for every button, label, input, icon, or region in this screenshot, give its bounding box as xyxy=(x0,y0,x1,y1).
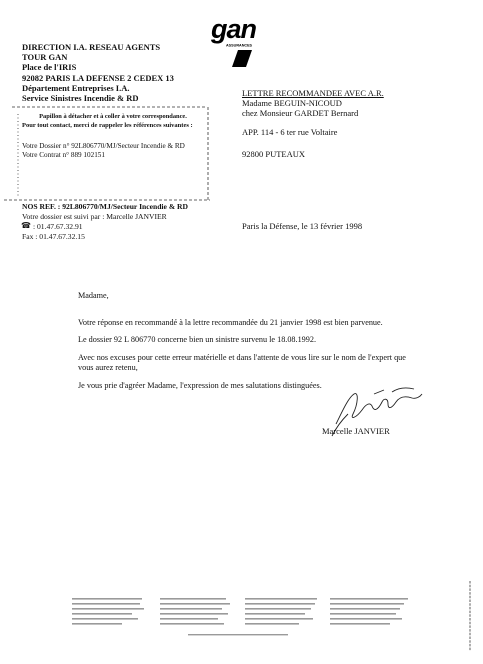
sender-line: Service Sinistres Incendie & RD xyxy=(22,93,139,104)
logo-mark-icon xyxy=(0,0,483,80)
footer-legal-column xyxy=(330,598,408,625)
footer-legal-print xyxy=(0,575,483,664)
slip-contract-number: Votre Contrat n° 889 102151 xyxy=(22,151,105,159)
logo-wordmark: gan xyxy=(211,14,257,44)
slip-contact-note: Pour tout contact, merci de rappeler les références suivantes : xyxy=(22,122,193,129)
sender-line: TOUR GAN xyxy=(22,52,68,63)
sender-line: Place de l'IRIS xyxy=(22,62,77,73)
sender-line: Département Entreprises I.A. xyxy=(22,82,130,93)
signatory-name: Marcelle JANVIER xyxy=(322,426,390,436)
salutation: Madame, xyxy=(78,291,109,300)
sender-line: DIRECTION I.A. RESEAU AGENTS xyxy=(22,42,161,52)
footer-legal-column xyxy=(160,598,230,625)
delivery-mode: LETTRE RECOMMANDEE AVEC A.R. xyxy=(242,88,384,98)
fax-number: Fax : 01.47.67.32.15 xyxy=(22,232,85,241)
recipient-name: Madame BEGUIN-NICOUD xyxy=(242,98,342,108)
recipient-care-of: chez Monsieur GARDET Bernard xyxy=(242,108,359,118)
telephone-icon xyxy=(21,222,31,230)
footer-legal-column xyxy=(72,598,144,625)
body-paragraph: Le dossier 92 L 806770 concerne bien un sinistre survenu le 18.08.1992. xyxy=(78,335,316,344)
logo-tagline: ASSURANCES xyxy=(226,44,253,48)
recipient-city: 92800 PUTEAUX xyxy=(242,149,306,159)
footer-legal-column xyxy=(245,598,317,625)
footer-bottom-line xyxy=(188,634,288,635)
our-reference: NOS REF. : 92L806770/MJ/Secteur Incendie & RD xyxy=(22,202,189,211)
closing-formula: Je vous prie d'agréer Madame, l'expression de mes salutations distinguées. xyxy=(78,381,322,390)
recipient-address: APP. 114 - 6 ter rue Voltaire xyxy=(242,127,338,137)
date-line: Paris la Défense, le 13 février 1998 xyxy=(242,221,363,231)
body-paragraph-line: vous aurez retenu, xyxy=(78,363,138,372)
phone-number: : 01.47.67.32.91 xyxy=(33,222,83,231)
handled-by: Votre dossier est suivi par : Marcelle JANVIER xyxy=(22,212,167,221)
slip-instruction: Papillon à détacher et à coller à votre correspondance. xyxy=(39,113,187,120)
slip-dossier-number: Votre Dossier n° 92L806770/MJ/Secteur Incendie & RD xyxy=(22,142,185,150)
body-paragraph-line: Avec nos excuses pour cette erreur matérielle et dans l'attente de vous lire sur le nom de l'expert que xyxy=(78,353,406,362)
body-paragraph: Votre réponse en recommandé à la lettre recommandée du 21 janvier 1998 est bien parvenue. xyxy=(78,318,383,327)
sender-line: 92082 PARIS LA DEFENSE 2 CEDEX 13 xyxy=(22,72,174,83)
